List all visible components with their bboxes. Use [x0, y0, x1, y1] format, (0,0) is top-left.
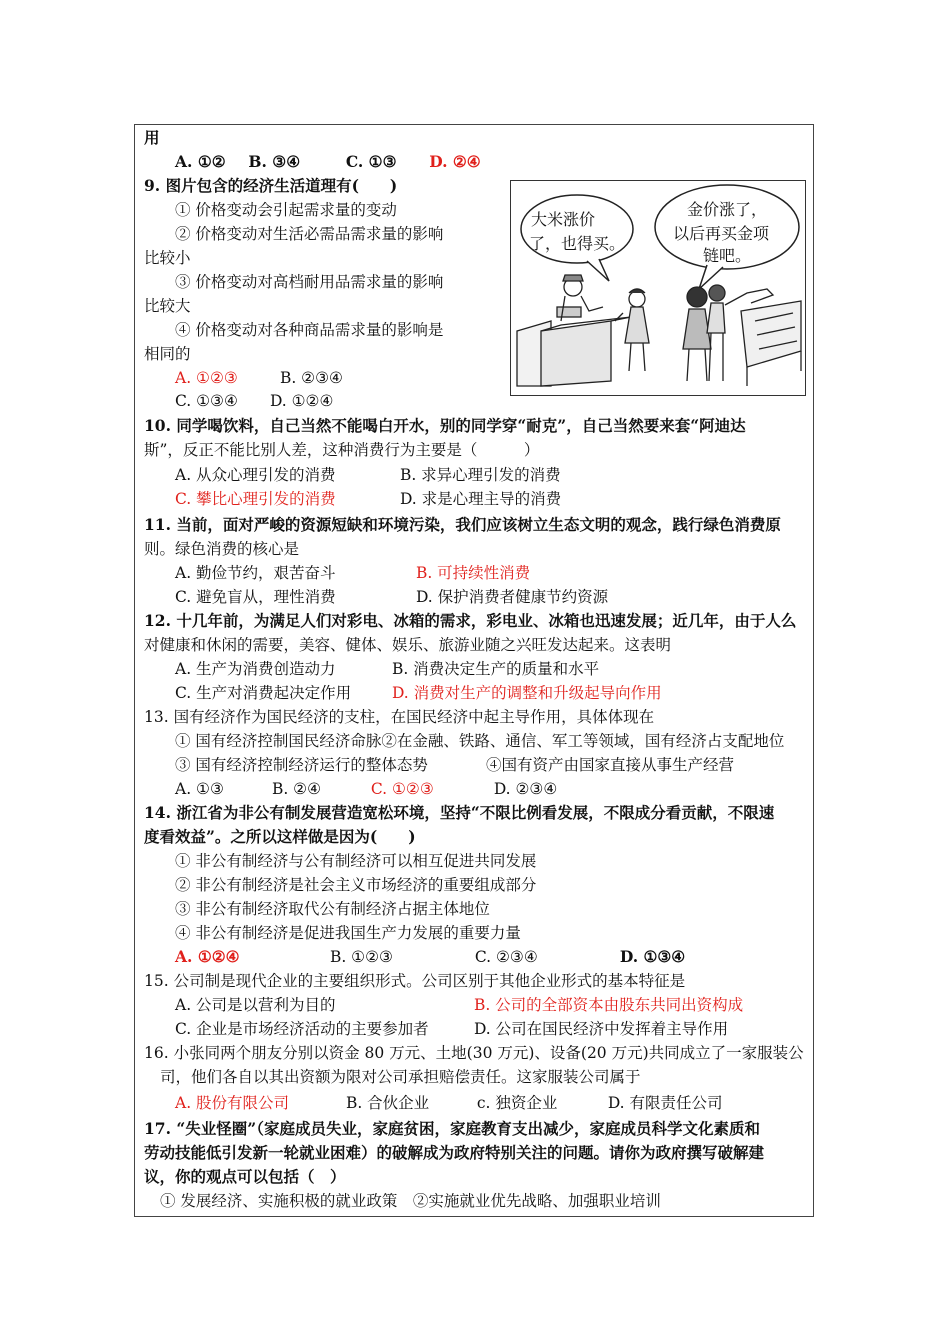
q13-option-b: B. ②④: [271, 780, 321, 798]
q12-options-1: [175, 658, 599, 680]
q9-statement-2: ② 价格变动对生活必需品需求量的影响: [175, 225, 444, 243]
q8-option-b: B. ③④: [248, 152, 301, 171]
line-continuation: 用: [144, 128, 160, 147]
q12-stem-2: 对健康和休闲的需要，美容、健体、娱乐、旅游业随之兴旺发达起来。这表明: [144, 636, 672, 654]
q13-option-d: D. ②③④: [493, 780, 558, 798]
rice-shop-drawing: [517, 275, 649, 386]
q15-options-1: [175, 994, 743, 1016]
jewelry-shop-drawing: [683, 285, 801, 386]
q9-statement-4: ④ 价格变动对各种商品需求量的影响是: [175, 321, 444, 339]
q11-options-1: [175, 562, 530, 584]
q12-option-a: A. 生产为消费创造动力: [175, 660, 336, 678]
q8-options: [175, 151, 481, 173]
q14-statement-2: ② 非公有制经济是社会主义市场经济的重要组成部分: [175, 876, 537, 894]
q17-stem-1: 17. “失业怪圈”（家庭成员失业，家庭贫困，家庭教育支出减少，家庭成员科学文化素质和: [144, 1119, 760, 1138]
q11-option-a: A. 勤俭节约，艰苦奋斗: [175, 564, 336, 582]
q10-option-d: D. 求是心理主导的消费: [399, 490, 562, 508]
q17-stem-3: 议，你的观点可以包括（ ）: [144, 1167, 346, 1186]
q13-statements-3-4: [175, 754, 734, 776]
q12-option-d: D. 消费对生产的调整和升级起导向作用: [391, 684, 662, 702]
q14-option-d: D. ①③④: [619, 947, 686, 966]
q9-option-c: C. ①③④: [175, 392, 238, 410]
q11-options-2: [175, 586, 608, 608]
q16-option-a: A. 股份有限公司: [175, 1094, 290, 1112]
q9-statement-3: ③ 价格变动对高档耐用品需求量的影响: [175, 273, 444, 291]
q15-option-d: D. 公司在国民经济中发挥着主导作用: [473, 1020, 729, 1038]
q12-stem-1: 12. 十几年前，为满足人们对彩电、冰箱的需求，彩电业、冰箱也迅速发展；近几年，由于人么: [144, 611, 797, 630]
q9-options-1: [175, 367, 343, 389]
q10-stem-2: 斯”，反正不能比别人差，这种消费行为主要是（ ）: [144, 441, 540, 459]
q13-stem: 13. 国有经济作为国民经济的支柱，在国民经济中起主导作用，具体体现在: [144, 708, 655, 726]
q16-stem-2: 司，他们各自以其出资额为限对公司承担赔偿责任。这家服装公司属于: [160, 1068, 641, 1086]
q10-option-c: C. 攀比心理引发的消费: [175, 490, 336, 508]
q8-option-d: D. ②④: [429, 152, 481, 171]
q14-options: [175, 946, 685, 968]
q10-option-b: B. 求异心理引发的消费: [399, 466, 561, 484]
q13-option-c: C. ①②③: [370, 780, 434, 798]
q16-stem-1: 16. 小张同两个朋友分别以资金 80 万元、土地(30 万元)、设备(20 万元)共同成立了一家服装公: [144, 1044, 804, 1062]
cartoon-right-speech-line-2: 以后再买金项: [673, 224, 770, 243]
q13-options: [175, 778, 557, 800]
q8-option-a: A. ①②: [175, 152, 226, 171]
cartoon-right-speech-line-1: 金价涨了，: [687, 200, 768, 219]
q14-stem-1: 14. 浙江省为非公有制发展营造宽松环境，坚持“不限比例看发展，不限成分看贡献，不限速: [144, 803, 775, 822]
q11-option-c: C. 避免盲从，理性消费: [175, 588, 336, 606]
q10-options-2: [175, 488, 561, 510]
q12-option-b: B. 消费决定生产的质量和水平: [391, 660, 600, 678]
q13-statement-4: ④国有资产由国家直接从事生产经营: [485, 756, 734, 774]
q13-option-a: A. ①③: [175, 780, 224, 798]
cartoon-left-speech-line-2: 了，也得买。: [529, 234, 626, 253]
q11-stem-1: 11. 当前，面对严峻的资源短缺和环境污染，我们应该树立生态文明的观念，践行绿色消费原: [144, 515, 781, 534]
q9-statement-3-cont: 比较大: [144, 297, 191, 315]
q16-option-d: D. 有限责任公司: [607, 1094, 723, 1112]
q13-statements-1-2: ① 国有经济控制国民经济命脉②在金融、铁路、通信、军工等领域，国有经济占支配地位: [175, 732, 785, 750]
q9-option-a: A. ①②③: [175, 369, 238, 387]
q10-stem-1: 10. 同学喝饮料，自己当然不能喝白开水，别的同学穿“耐克”，自己当然要来套“阿迪达: [144, 416, 746, 435]
q9-options-2: [175, 390, 333, 412]
q9-statement-1: ① 价格变动会引起需求量的变动: [175, 201, 397, 219]
q11-option-d: D. 保护消费者健康节约资源: [415, 588, 609, 606]
q14-statement-4: ④ 非公有制经济是促进我国生产力发展的重要力量: [175, 924, 521, 942]
q9-option-b: B. ②③④: [279, 369, 343, 387]
q14-option-a: A. ①②④: [175, 947, 240, 966]
q9-option-d: D. ①②④: [269, 392, 334, 410]
cartoon-right-speech-line-3: 链吧。: [703, 246, 752, 265]
q11-option-b: B. 可持续性消费: [415, 564, 531, 582]
q10-options-1: [175, 464, 561, 486]
q9-statement-2-cont: 比较小: [144, 249, 191, 267]
q12-options-2: [175, 682, 662, 704]
q14-statement-3: ③ 非公有制经济取代公有制经济占据主体地位: [175, 900, 490, 918]
q15-options-2: [175, 1018, 728, 1040]
q17-stem-2: 劳动技能低引发新一轮就业困难）的破解成为政府特别关注的问题。请你为政府撰写破解建: [144, 1143, 765, 1162]
q9-statement-4-cont: 相同的: [144, 345, 191, 363]
cartoon-left-speech-line-1: 大米涨价: [531, 210, 596, 229]
q10-option-a: A. 从众心理引发的消费: [175, 466, 336, 484]
q16-option-c: c. 独资企业: [476, 1094, 558, 1112]
q14-statement-1: ① 非公有制经济与公有制经济可以相互促进共同发展: [175, 852, 537, 870]
q17-statements-1-2: ① 发展经济、实施积极的就业政策 ②实施就业优先战略、加强职业培训: [160, 1192, 661, 1210]
q9-stem: 9. 图片包含的经济生活道理有( ): [144, 176, 398, 195]
q15-option-a: A. 公司是以营利为目的: [175, 996, 336, 1014]
q16-options: [175, 1092, 723, 1114]
q14-option-b: B. ①②③: [329, 948, 393, 966]
q13-statement-3: ③ 国有经济控制经济运行的整体态势: [175, 756, 428, 774]
q12-option-c: C. 生产对消费起决定作用: [175, 684, 352, 702]
q14-stem-2: 度看效益”。之所以这样做是因为( ): [144, 827, 416, 846]
q15-stem: 15. 公司制是现代企业的主要组织形式。公司区别于其他企业形式的基本特征是: [144, 972, 686, 990]
q14-option-c: C. ②③④: [474, 948, 538, 966]
price-cartoon-image: [510, 180, 806, 396]
q11-stem-2: 则。绿色消费的核心是: [144, 540, 300, 558]
q15-option-b: B. 公司的全部资本由股东共同出资构成: [473, 996, 744, 1014]
q15-option-c: C. 企业是市场经济活动的主要参加者: [175, 1020, 429, 1038]
q16-option-b: B. 合伙企业: [345, 1094, 430, 1112]
q8-option-c: C. ①③: [345, 152, 397, 171]
